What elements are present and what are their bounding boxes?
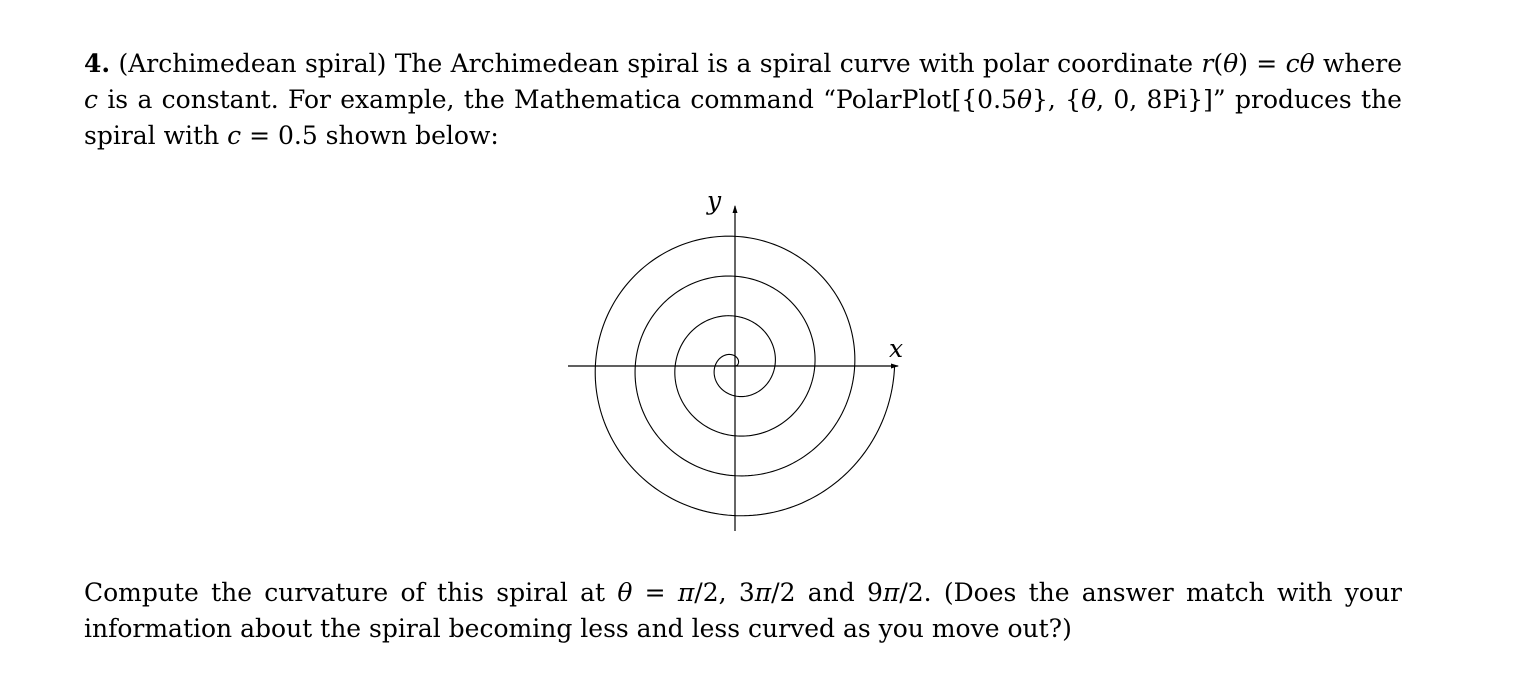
problem-line-2: c is a constant. For example, the Mathematica command “PolarPlot[{0.5θ}, {θ, 0, 8Pi}]” produces the: [84, 85, 1402, 114]
problem-line-1: 4. (Archimedean spiral) The Archimedean spiral is a spiral curve with polar coordinate r(θ) = cθ where: [84, 49, 1402, 78]
question-line-1: Compute the curvature of this spiral at θ = π/2, 3π/2 and 9π/2. (Does the answer match with your: [84, 578, 1402, 607]
y-axis-label: y: [707, 186, 722, 215]
question-line-2: information about the spiral becoming less and less curved as you move out?): [84, 614, 1072, 643]
problem-line-3: spiral with c = 0.5 shown below:: [84, 121, 499, 150]
archimedean-spiral-curve: [595, 236, 894, 516]
x-axis-label: x: [889, 334, 904, 363]
question-text: [84, 575, 1402, 647]
problem-number: 4.: [84, 49, 111, 78]
